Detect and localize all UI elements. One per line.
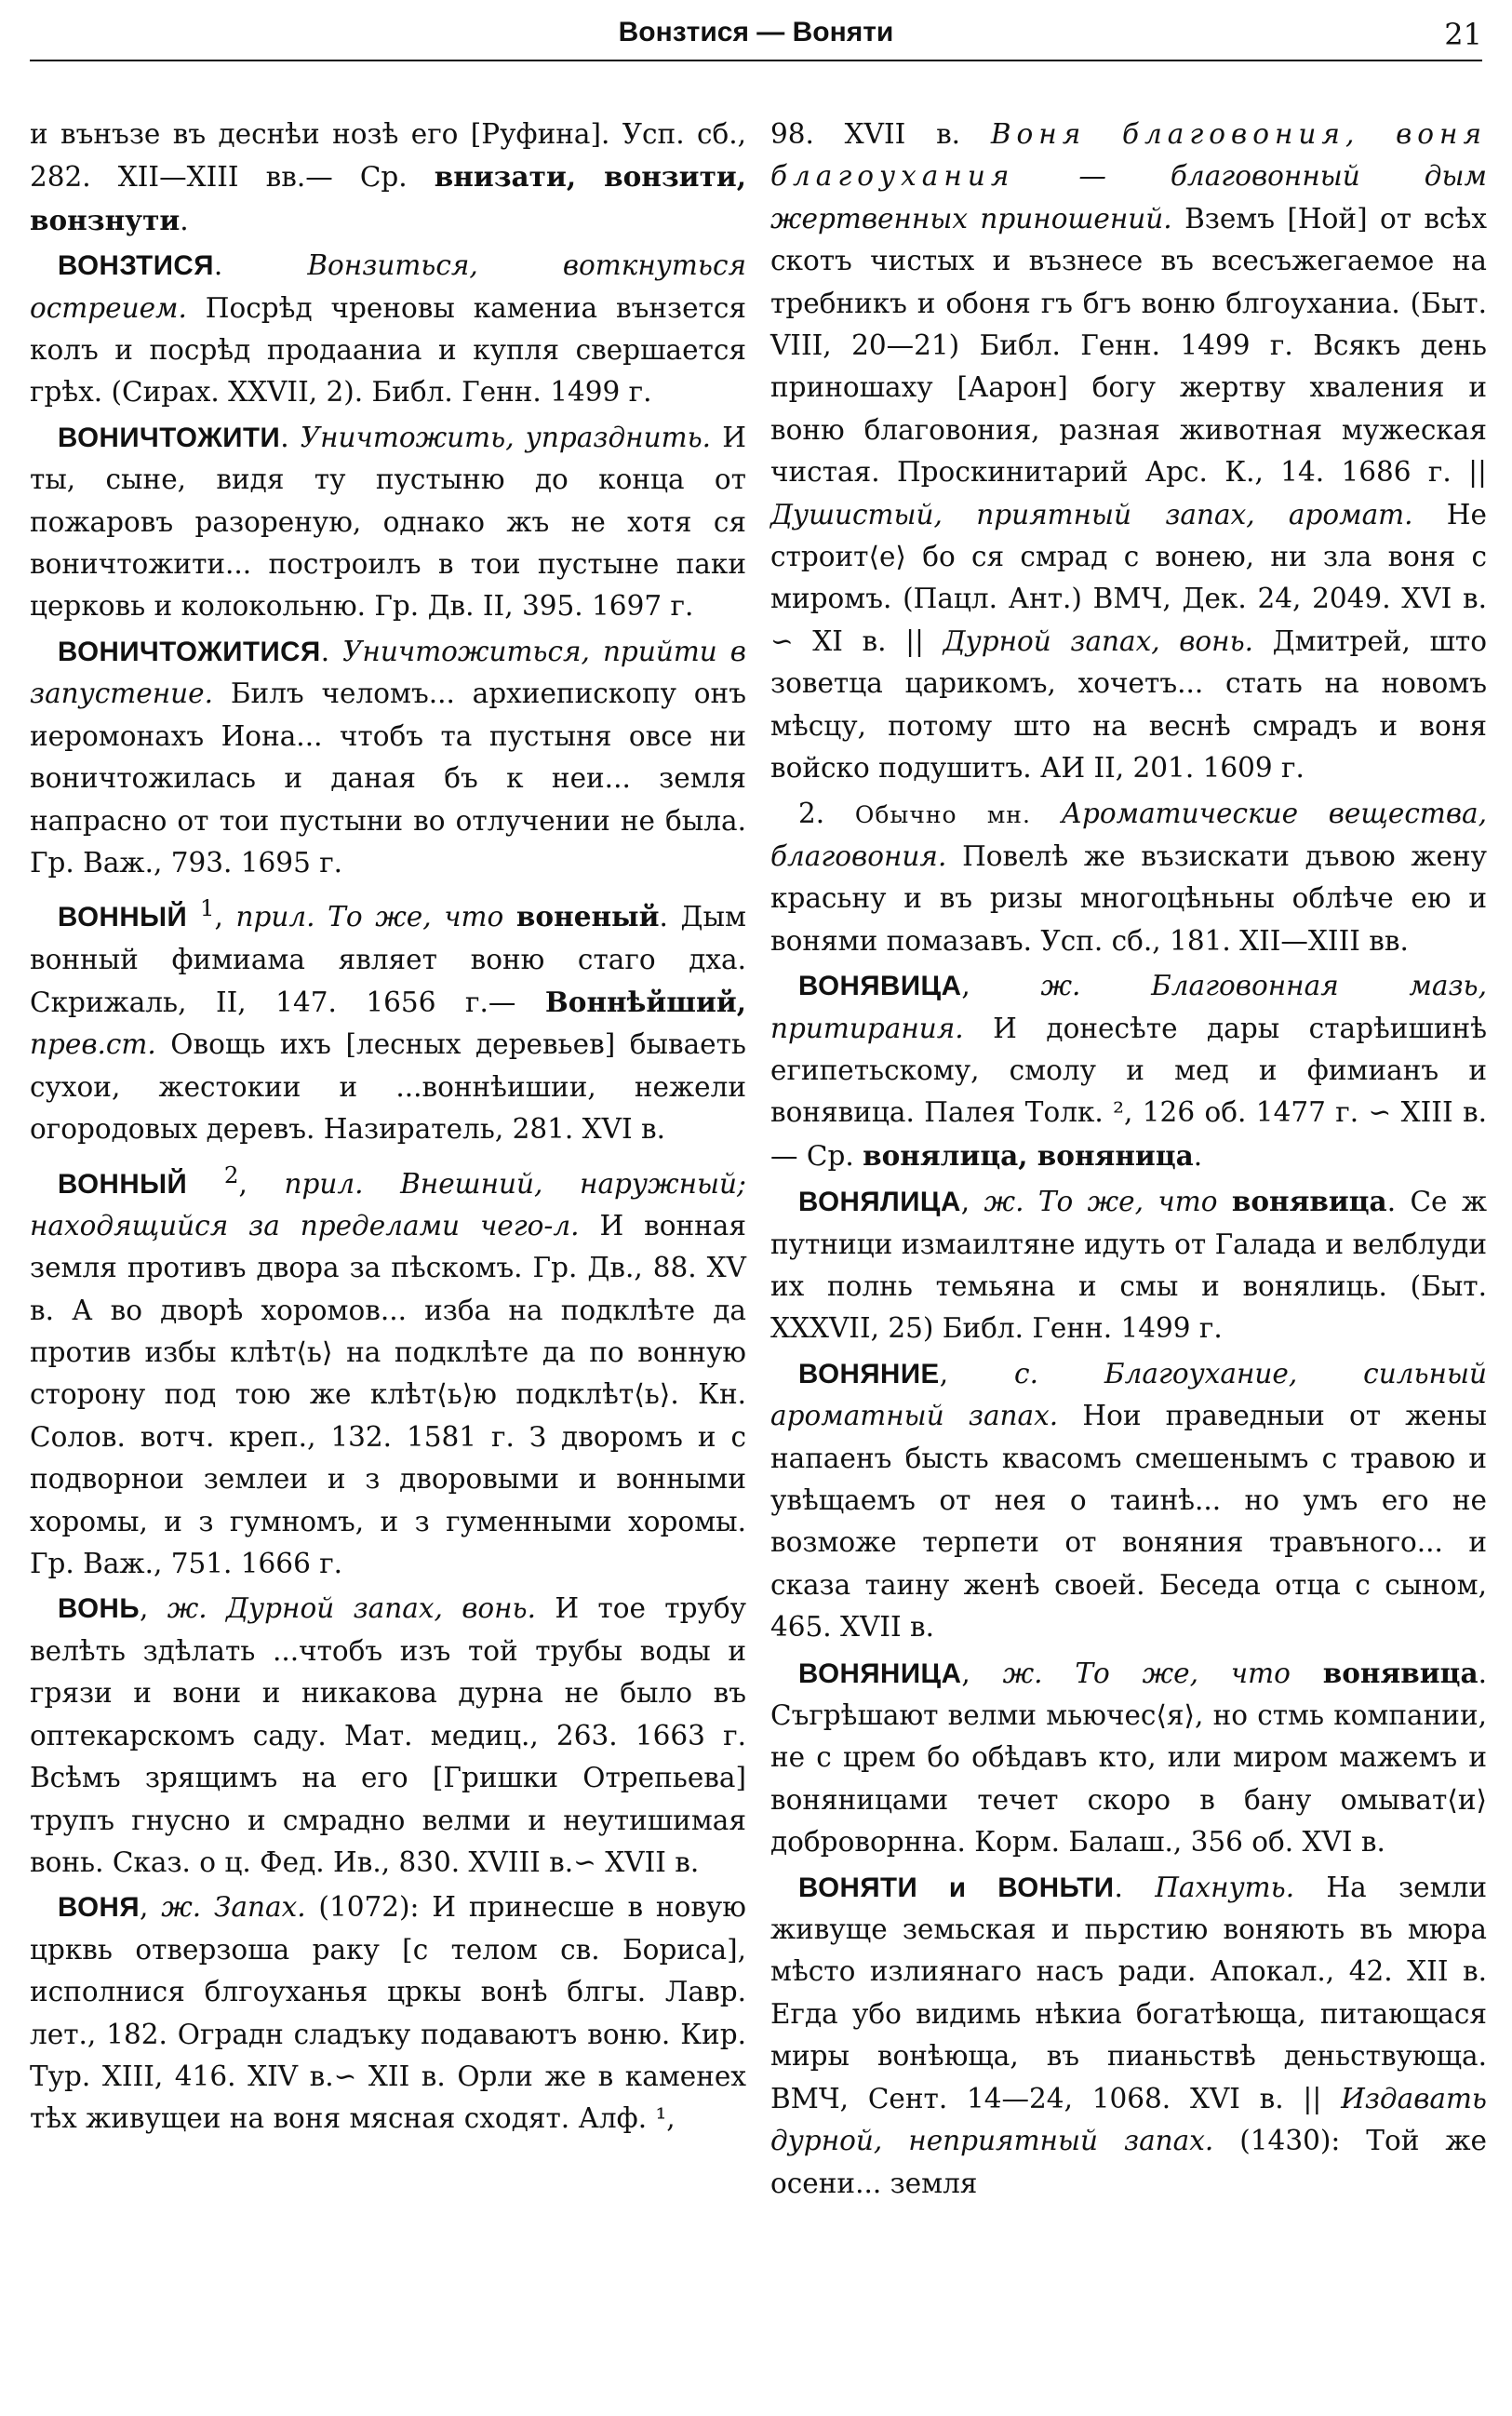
left-column (30, 114, 746, 2141)
dictionary-entry: ВОНЯНИЦА, ж. То же, что вонявица. Съгрѣшают велми мьючес⟨я⟩, но стмь компании, не с црем бо обѣдавъ кто, или миром мажемъ и воняницами течет скоро в бану омыват⟨и⟩ доброворнна. Корм. Балаш., 356 об. XVI в. (770, 1656, 1487, 1859)
dictionary-entry: ВОНЯЛИЦА, ж. То же, что вонявица. Се ж путници измаилтяне идуть от Галада и велблуди их полнь темьяна и смы и вонялиць. (Быт. XXXVII, 25) Библ. Генн. 1499 г. (770, 1185, 1487, 1345)
headword: ВОНИЧТОЖИТИ (58, 422, 281, 453)
dictionary-entry: ВОНЗТИСЯ. Вонзиться, воткнуться остреием. Посрѣд чреновы камениа вънзется колъ и посрѣд продааниа и купля свершается грѣх. (Сирах. XXVII, 2). Библ. Генн. 1499 г. (30, 249, 746, 409)
dictionary-entry: ВОННЫЙ $^1$, прил. То же, что воненый. Дым вонный фимиама являет воню стаго дха. Скрижаль, II, 147. 1656 г.— Воннѣйший, прев.ст. Овощь ихъ [лесных деревьев] бываеть сухои, жестокии и ...воннѣишии, нежели огородовых деревъ. Назиратель, 281. XVI в. (30, 894, 746, 1146)
dictionary-entry: ВОННЫЙ $^2$, прил. Внешний, наружный; находящийся за пределами чего-л. И вонная земля противъ двора за пѣскомъ. Гр. Дв., 88. XV в. А во дворѣ хоромов... изба на подклѣте да против избы клѣт⟨ь⟩ на подклѣте да по вонную сторону под тою же клѣт⟨ь⟩ю подклѣт⟨ь⟩. Кн. Солов. вотч. креп., 132. 1581 г. З дворомъ и с подворнои землеи и з дворовыми и вонными хоромы, и з гумномъ, и з гуменными хоромы. Гр. Важ., 751. 1666 г. (30, 1161, 746, 1580)
dictionary-entry: ВОНЯ, ж. Запах. (1072): И принесше в новую црквь отверзоша раку [с телом св. Бориса], исполнися блгоуханья цркы вонѣ блгы. Лавр. лет., 182. Оградн сладъку подаваютъ воню. Кир. Тур. XIII, 416. XIV в.∽ XII в. Орли же в каменех тѣх живущеи на воня мясная сходят. Алф. ¹, (30, 1891, 746, 2135)
right-column (770, 114, 1487, 2205)
entry-continuation: 98. XVII в. Воня благовония, воня благоухания — благовонный дым жертвенных приношений. Вземъ [Ной] от всѣх скотъ чистых и възнесе въ всесъжегаемое на требникъ и обоня гъ бгъ воню блгоуханиа. (Быт. VIII, 20—21) Библ. Генн. 1499 г. Всякъ день приношаху [Аарон] богу жертву хваления и воню благовония, разная животная мужеская чистая. Проскинитарий Арс. К., 14. 1686 г. || Душистый, приятный запах, аромат. Не строит⟨е⟩ бо ся смрад с вонею, ни зла воня с миромъ. (Пацл. Ант.) ВМЧ, Дек. 24, 2049. XVI в. ∽ XI в. || Дурной запах, вонь. Дмитрей, што зоветца царикомъ, хочетъ... стать на новомъ мѣсцу, потому што на веснѣ смрадъ и воня войско подушитъ. АИ II, 201. 1609 г. (770, 118, 1487, 785)
dictionary-entry: ВОНЬ, ж. Дурной запах, вонь. И тое трубу велѣть здѣлать ...чтобъ изъ той трубы воды и грязи и вони и никакова дурна не было въ оптекарскомъ саду. Мат. медиц., 263. 1663 г. Всѣмъ зрящимъ на его [Гришки Отрепьева] трупъ гнусно и смрадно велми и неутишимая вонь. Сказ. о ц. Фед. Ив., 830. XVIII в.∽ XVII в. (30, 1592, 746, 1878)
dictionary-entry: ВОНИЧТОЖИТИ. Уничтожить, упразднить. И ты, сыне, видя ту пустыню до конца от пожаровъ разореную, однако жъ не хотя ся воничтожити... построилъ в тои пустыне паки церковь и колокольню. Гр. Дв. II, 395. 1697 г. (30, 421, 746, 623)
headword: ВОНЯНИЕ (798, 1358, 940, 1389)
headword: ВОННЫЙ (58, 1168, 188, 1200)
headword: ВОНИЧТОЖИТИСЯ (58, 636, 321, 667)
headword: ВОНЯЛИЦА (798, 1187, 961, 1218)
headword: ВОНЗТИСЯ (58, 250, 214, 282)
dictionary-entry: ВОНЯТИ и ВОНЬТИ. Пахнуть. На земли живуще земьская и пьрстию воняють въ мюра мѣсто излиянаго насъ ради. Апокал., 42. XII в. Егда убо видимь нѣкиа богатѣюща, питающася миры вонѣюща, въ пианьствѣ деньствующа. ВМЧ, Сент. 14—24, 1068. XVI в. || Издавать дурной, неприятный запах. (1430): Той же осени... земля (770, 1871, 1488, 2199)
headword: ВОННЫЙ (58, 902, 188, 933)
dictionary-sense: 2. Обычно мн. Ароматические вещества, благовония. Повелѣ же възискати дъвою жену красьну и въ ризы многоцѣньны облѣче ею и вонями помазавъ. Усп. сб., 181. XII—XIII вв. (770, 797, 1487, 957)
headword: ВОНЯ (58, 1892, 140, 1924)
headword: ВОНЯНИЦА (798, 1658, 962, 1689)
headword: ВОНЬ (58, 1593, 140, 1625)
entry-continuation: и вънъзе въ деснѣи нозѣ его [Руфина]. Усп. сб., 282. XII—XIII вв.— Ср. внизати, вонзити, вонзнути. (30, 118, 746, 236)
headword: ВОНЯТИ и ВОНЬТИ (798, 1872, 1115, 1903)
headword: ВОНЯВИЦА (798, 971, 962, 1002)
page-number: 21 (1444, 17, 1482, 52)
dictionary-entry: ВОНЯВИЦА, ж. Благовонная мазь, притирания. И донесѣте дары старѣишинѣ египетьскому, смолу и мед и фимианъ и вонявица. Палея Толк. ², 126 об. 1477 г. ∽ XIII в.— Ср. вонялица, воняница. (770, 970, 1487, 1172)
header-rule (30, 60, 1482, 61)
dictionary-entry: ВОНЯНИЕ, с. Благоухание, сильный ароматный запах. Нои праведныи от жены напаенъ бысть квасомъ смешенымъ с травою и увѣщаемъ от нея о таинѣ... но умъ его не возможе терпети от воняния травъного... и сказа таину женѣ своей. Беседа отца с сыном, 465. XVII в. (770, 1357, 1487, 1644)
running-title: Вонзтися — Воняти (618, 17, 894, 47)
page-header (30, 11, 1482, 58)
dictionary-entry: ВОНИЧТОЖИТИСЯ. Уничтожиться, прийти в запустение. Билъ челомъ... архиепископу онъ иеромонахъ Иона... чтобъ та пустыня овсе ни воничтожилась и даная бъ к неи... земля напрасно от тои пустыни во отлучении не была. Гр. Важ., 793. 1695 г. (30, 635, 746, 879)
